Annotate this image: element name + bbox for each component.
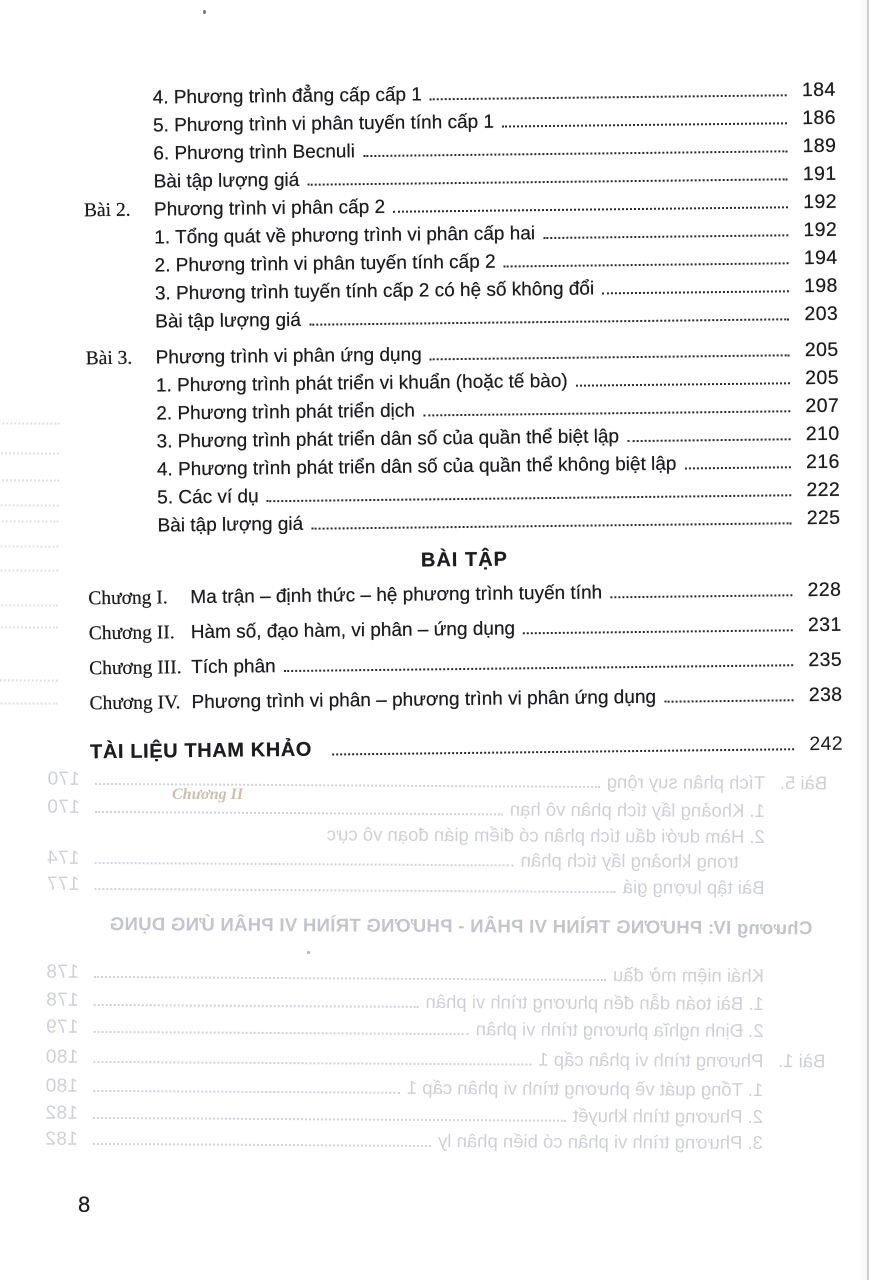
- bleed-entry-page: 170: [46, 796, 80, 818]
- bleed-margin-number: [0, 686, 58, 708]
- bleed-entry-page: 180: [45, 1046, 79, 1068]
- exercise-page: 238: [808, 683, 843, 707]
- bleed-dot-leader: [95, 862, 514, 867]
- exercise-title: Hàm số, đạo hàm, vi phân – ứng dụng: [190, 618, 516, 644]
- bleed-entry-title: 3. Phương trình vi phân có biến phân ly: [438, 1130, 764, 1153]
- bleed-dot-fragment: [0, 451, 59, 454]
- bleed-dot-fragment: [0, 700, 58, 704]
- page-edge-line: [867, 0, 869, 1280]
- toc-entry-page: 207: [805, 394, 840, 418]
- dot-leader: [363, 150, 787, 157]
- toc-entry-title: 1. Phương trình phát triển vi khuẩn (hoặc tế bào): [155, 370, 568, 397]
- toc-entry-page: 192: [803, 218, 838, 242]
- toc-entry-page: 189: [802, 134, 837, 158]
- bleed-entry-page: 178: [45, 961, 79, 983]
- dot-leader: [543, 234, 788, 239]
- page-number: 8: [78, 1192, 91, 1217]
- dot-leader: [284, 664, 793, 672]
- bleed-margin-number: [0, 555, 59, 576]
- bleed-entry-title: 1. Bài toán dẫn đến phương trình vi phân: [425, 990, 764, 1014]
- bleedthrough-row: [46, 873, 826, 902]
- toc-entry-title: 4. Phương trình phát triển dân số của quần thể không biệt lập: [156, 453, 677, 481]
- bleed-margin-number: [0, 489, 59, 511]
- exercise-page: 228: [807, 578, 842, 602]
- toc-entry-title: Bài tập lượng giá: [153, 169, 300, 193]
- bleed-entry-page: 182: [45, 1102, 79, 1124]
- scan-speck: [307, 951, 310, 954]
- bleed-entry-page: 182: [44, 1128, 78, 1150]
- dot-leader: [309, 318, 789, 325]
- bleed-dot-fragment: [0, 503, 59, 507]
- toc-entry-page: 191: [802, 162, 837, 186]
- bleed-dot-leader: [93, 1061, 531, 1066]
- toc-content: [82, 0, 844, 771]
- bleed-entry-page: 178: [45, 989, 79, 1011]
- bleed-margin-number: [0, 665, 58, 686]
- bleed-entry-title: Khái niệm mở đầu: [612, 964, 765, 986]
- dot-leader: [664, 699, 794, 702]
- toc-entry-page: 192: [803, 190, 838, 214]
- dot-leader: [502, 122, 787, 127]
- toc-entry-page: 203: [804, 302, 839, 326]
- bleed-dot-leader: [95, 783, 600, 788]
- toc-entry-page: 210: [805, 422, 840, 446]
- bleed-dot-leader: [95, 811, 503, 815]
- bleed-margin-number: [0, 504, 59, 527]
- chapter-label: Chương IV.: [89, 692, 181, 715]
- bleed-entry-title: 2. Hàm dưới dấu tích phân có điểm gián đoạn vô cực: [326, 823, 765, 847]
- bleed-entry-title: 1. Tổng quát về phương trình vi phân cấp 1: [406, 1076, 764, 1100]
- bleed-entry-page: 179: [45, 1016, 79, 1038]
- bleed-dot-fragment: [0, 422, 59, 425]
- toc-entry-title: 2. Phương trình vi phân tuyến tính cấp 2: [154, 251, 496, 277]
- exercise-title: Ma trận – định thức – hệ phương trình tuyến tính: [190, 582, 603, 609]
- toc-entry-title: 6. Phương trình Becnuli: [153, 141, 356, 165]
- exercise-page: 231: [807, 613, 842, 637]
- bleed-dot-fragment: [0, 518, 59, 523]
- bleed-dot-fragment: [0, 569, 58, 572]
- lesson-label: Bài 3.: [85, 347, 133, 370]
- bleed-entry-title: 2. Định nghĩa phương trình vi phân: [475, 1018, 764, 1041]
- bleed-dot-fragment: [0, 624, 58, 629]
- exercises-heading: BÀI TẬP: [420, 548, 509, 572]
- bleed-entry-page: 170: [47, 768, 81, 790]
- toc-list: [82, 0, 841, 543]
- toc-entry-title: 5. Các ví dụ: [157, 486, 259, 509]
- bleed-margin-number: [0, 408, 59, 429]
- exercise-title: Tích phân: [191, 656, 276, 679]
- chapter-label: Chương III.: [89, 657, 182, 680]
- bleed-dot-leader: [93, 1117, 566, 1122]
- bleed-lesson-label: Bài 1.: [778, 1050, 826, 1072]
- chapter-label: Chương I.: [88, 587, 168, 610]
- toc-entry-title: 3. Phương trình phát triển dân số của quần thể biệt lập: [156, 426, 620, 453]
- dot-leader: [576, 382, 790, 386]
- dot-leader: [610, 594, 792, 598]
- bleedthrough-row: [47, 822, 827, 851]
- toc-entry-title: 5. Phương trình vi phân tuyến tính cấp 1: [152, 111, 495, 137]
- toc-entry-title: 2. Phương trình phát triển dịch: [156, 400, 415, 425]
- references-row: [90, 733, 843, 772]
- bleed-dot-leader: [93, 1143, 431, 1147]
- bleed-dot-leader: [94, 976, 606, 981]
- dot-leader: [627, 438, 791, 442]
- dot-leader: [332, 748, 794, 755]
- references-title: TÀI LIỆU THAM KHẢO: [89, 738, 313, 764]
- dot-leader: [393, 206, 788, 212]
- bleedthrough-row: [47, 796, 827, 825]
- bleedthrough-row: [45, 1128, 825, 1157]
- bleedthrough-row: [46, 989, 826, 1018]
- bleedthrough-row: [45, 1046, 825, 1075]
- bleed-margin-number: [0, 437, 59, 459]
- exercise-row: [89, 684, 842, 728]
- dot-leader: [423, 410, 790, 416]
- dot-leader: [684, 466, 790, 469]
- dot-leader: [430, 94, 787, 100]
- exercise-title: Phương trình vi phân – phương trình vi phân ứng dụng: [191, 686, 657, 714]
- bleedthrough-row: [46, 961, 826, 990]
- bleedthrough-row: [47, 847, 827, 876]
- bleed-entry-page: 177: [46, 873, 80, 895]
- dot-leader: [523, 629, 793, 634]
- toc-entry-title: Phương trình vi phân ứng dụng: [155, 344, 422, 369]
- bleed-dot-fragment: [0, 604, 58, 607]
- bleed-margin-number: [0, 610, 58, 633]
- bleedthrough-chapter-heading: Chương IV: PHƯƠNG TRÌNH VI PHÂN - PHƯƠNG TRÌNH VI PHÂN ỨNG DỤNG: [109, 912, 813, 939]
- bleed-entry-title: Tích phân suy rộng: [606, 771, 766, 794]
- bleedthrough-ghost-chapter-label: Chương II: [172, 786, 244, 803]
- toc-entry-title: Bài tập lượng giá: [155, 309, 301, 333]
- dot-leader: [504, 262, 789, 267]
- lesson-label: Bài 2.: [83, 199, 131, 222]
- bleed-entry-title: 1. Khoảng lấy tích phân vô hạn: [509, 798, 766, 822]
- bleed-dot-fragment: [0, 479, 59, 482]
- bleed-dot-leader: [93, 1090, 400, 1094]
- bleed-entry-title: Bài tập lượng giá: [622, 876, 765, 898]
- toc-entry-title: Phương trình vi phân cấp 2: [153, 196, 386, 221]
- chapter-label: Chương II.: [88, 622, 175, 645]
- toc-entry-page: 184: [801, 78, 836, 102]
- dot-leader: [430, 354, 790, 360]
- toc-entry-page: 216: [805, 450, 840, 474]
- toc-entry-page: 198: [803, 274, 838, 298]
- toc-entry-page: 194: [803, 246, 838, 270]
- dot-leader: [307, 178, 787, 185]
- toc-entry-title: Bài tập lượng giá: [157, 513, 304, 537]
- bleedthrough-row: [45, 1075, 825, 1104]
- bleedthrough-row: [46, 1016, 826, 1045]
- bleed-entry-title: trong khoảng lấy tích phân: [520, 849, 739, 872]
- bleed-entry-title: 2. Phương trình khuyết: [572, 1104, 764, 1127]
- toc-entry-page: 205: [805, 366, 840, 390]
- bleed-dot-leader: [94, 888, 615, 893]
- toc-entry-page: 186: [802, 106, 837, 130]
- scan-speck: [203, 10, 206, 14]
- toc-entry-title: 1. Tổng quát về phương trình vi phân cấp hai: [154, 223, 536, 249]
- bleed-entry-page: 180: [45, 1075, 79, 1097]
- exercise-page: 235: [808, 648, 843, 672]
- toc-entry-title: 3. Phương trình tuyến tính cấp 2 có hệ số không đổi: [154, 278, 595, 305]
- bleed-lesson-label: Bài 5.: [779, 772, 828, 794]
- dot-leader: [602, 290, 789, 294]
- toc-entry-page: 222: [806, 478, 841, 502]
- toc-entry-title: 4. Phương trình đẳng cấp cấp 1: [152, 84, 422, 109]
- bleed-dot-leader: [94, 1004, 419, 1008]
- bleed-dot-fragment: [0, 679, 58, 682]
- bleed-margin-number: [0, 465, 59, 486]
- references-page: 242: [809, 732, 844, 756]
- page-edge-shadow: [858, 0, 867, 1280]
- bleed-entry-page: 174: [46, 847, 80, 869]
- exercises-list: [88, 579, 843, 728]
- bleedthrough-row: [47, 768, 827, 797]
- bleed-margin-number: [0, 589, 58, 610]
- toc-entry-page: 225: [806, 506, 841, 530]
- bleed-entry-title: Phương trình vi phân cấp 1: [538, 1048, 764, 1071]
- dot-leader: [311, 522, 791, 529]
- bleed-dot-fragment: [0, 543, 59, 548]
- bleed-margin-number: [0, 529, 59, 552]
- bleed-dot-leader: [94, 1031, 469, 1035]
- toc-entry-page: 205: [804, 338, 839, 362]
- dot-leader: [267, 494, 792, 502]
- bleedthrough-row: [45, 1102, 825, 1131]
